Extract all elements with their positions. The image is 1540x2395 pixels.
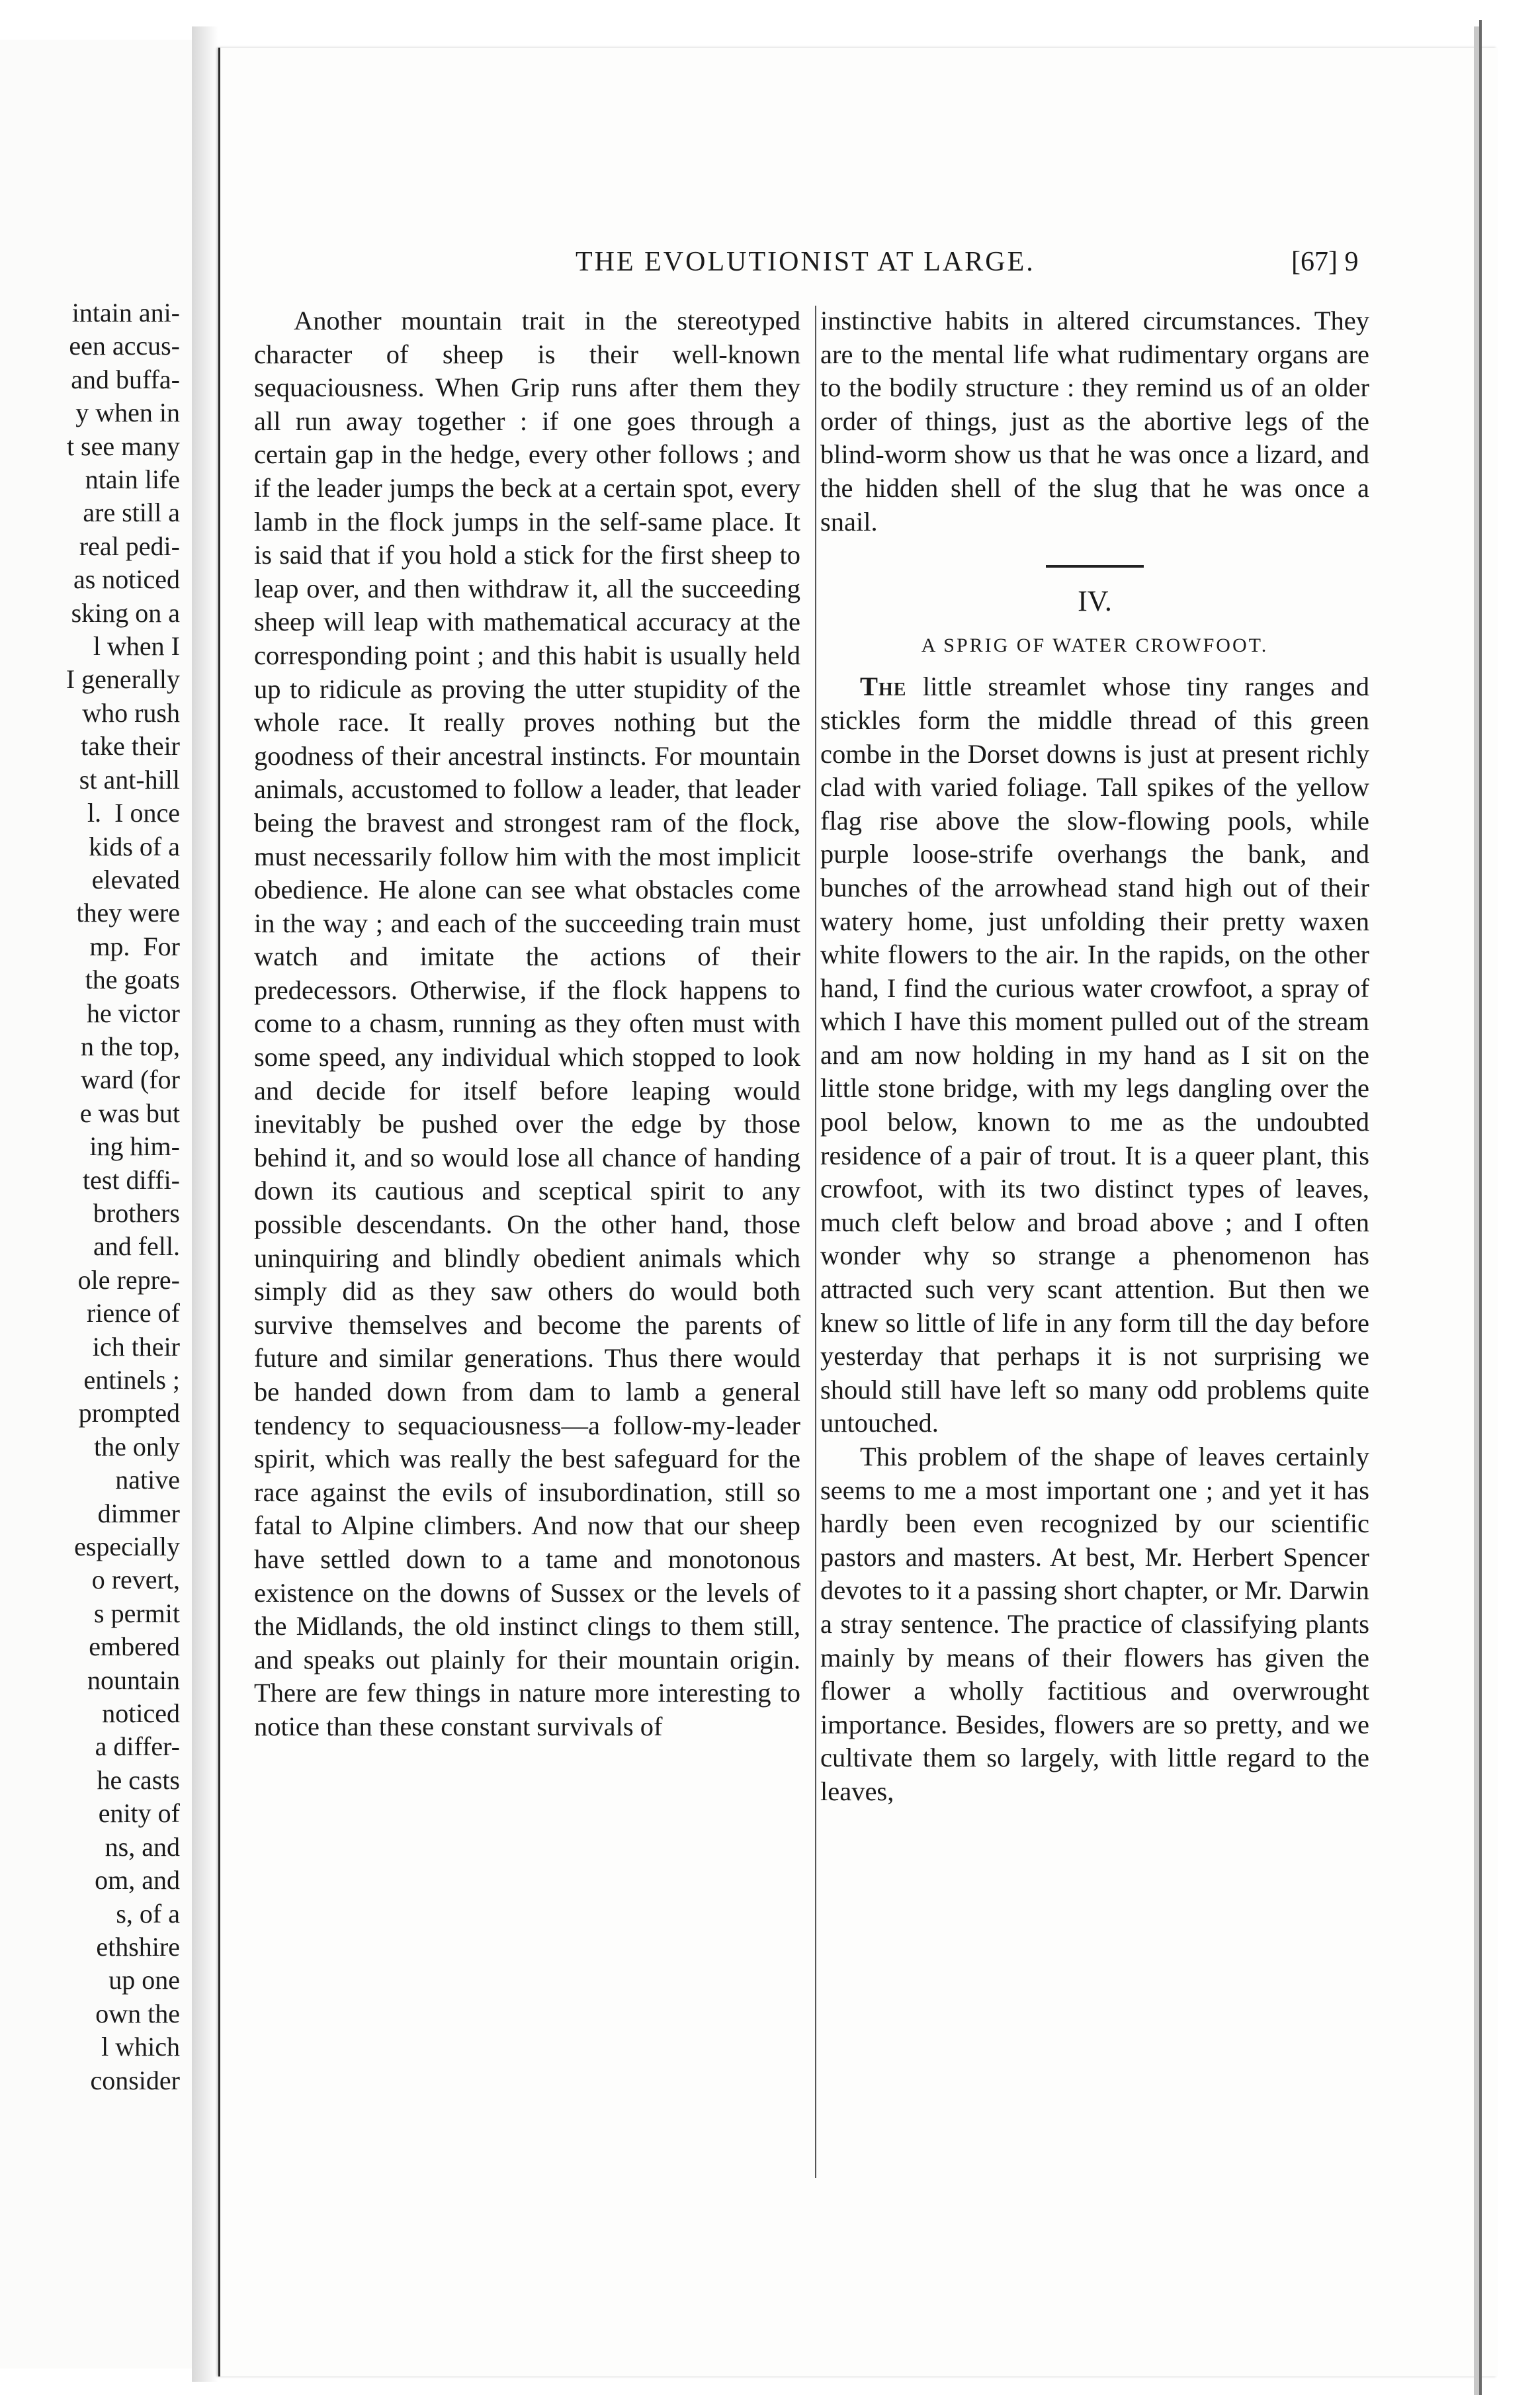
facing-page-line: n the top,: [81, 1031, 180, 1061]
facing-page-line: kids of a: [89, 831, 180, 861]
facing-page-line: o revert,: [91, 1565, 180, 1595]
facing-page-line: st ant-hill: [79, 764, 180, 795]
facing-page-line: noticed: [102, 1698, 180, 1729]
facing-page-line: rience of: [86, 1298, 180, 1328]
facing-page-line: entinels ;: [83, 1365, 180, 1395]
facing-page-line: a differ-: [95, 1731, 180, 1762]
running-header: THE EVOLUTIONIST AT LARGE.: [576, 247, 1035, 277]
body-paragraph: Another mountain trait in the stereotyped character of sheep is their well-known sequaciousness. When Grip runs after them they all run away together : if one goes through a certain gap in the hedge, every other follows ; and if the leader jumps the beck at a certain spot, every lamb in the flock jumps in the self-same place. It is said that if you hold a stick for the first sheep to leap over, and then withdraw it, all the succeeding sheep will leap with mathematical accuracy at the corresponding point ; and this habit is usually held up to ridicule as proving the utter stupidity of the whole race. It really proves nothing but the goodness of their ancestral instincts. For mountain animals, accustomed to follow a leader, that leader being the bravest and strongest ram of the flock, must necessarily follow him with the most implicit obedience. He alone can see what obstacles come in the way ; and each of the succeeding train must watch and imitate the actions of their predecessors. Otherwise, if the flock happens to come to a chasm, running as they often must with some speed, any individual which stopped to look and decide for itself before leaping would inevitably be pushed over the edge by those behind it, and so would lose all chance of handing down its cautious and sceptical spirit to any possible descendants. On the other hand, those uninquiring and blindly obedient animals which simply did as they saw others do would both survive themselves and become the parents of future and similar generations. Thus there would be handed down from dam to lamb a general tendency to sequaciousness—a follow-my-leader spirit, which was really the best safeguard for the race against the evils of insubordination, still so fatal to Alpine climbers. And now that our sheep have settled down to a tame and monotonous existence on the downs of Sussex or the levels of the Midlands, the old instinct clings to them still, and speaks out plainly for their mountain origin. There are few things in nature more interesting to notice than these constant survivals of: [254, 306, 800, 1741]
facing-page-line: y when in: [75, 398, 180, 428]
section-rule: [1046, 565, 1144, 568]
facing-page-line: the goats: [85, 965, 180, 995]
facing-page-line: who rush: [82, 697, 180, 728]
facing-page-line: ntain life: [85, 464, 180, 495]
facing-page-line: nountain: [87, 1665, 180, 1695]
facing-page-line: test diffi-: [82, 1164, 180, 1195]
left-text-column: [254, 304, 800, 1744]
facing-page-line: e was but: [79, 1098, 180, 1128]
facing-page-line: he casts: [97, 1764, 180, 1795]
facing-page-line: the only: [94, 1431, 180, 1461]
facing-page-line: he victor: [86, 998, 180, 1028]
facing-page-line: prompted: [78, 1398, 180, 1428]
facing-page-line: especially: [74, 1532, 180, 1562]
page-number: [67] 9: [1291, 247, 1359, 277]
column-divider: [815, 306, 816, 2178]
facing-page-line: s permit: [94, 1598, 180, 1628]
body-paragraph: [820, 670, 1369, 1440]
facing-page-line: own the: [95, 1998, 180, 2028]
facing-page-line: and fell.: [93, 1231, 180, 1262]
facing-page-line: l. I once: [87, 798, 180, 828]
facing-page-line: native: [115, 1465, 180, 1495]
facing-page-line: t see many: [66, 431, 180, 461]
facing-page-line: ward (for: [81, 1065, 180, 1095]
facing-page-line: s, of a: [116, 1898, 180, 1929]
facing-page-line: embered: [89, 1632, 180, 1662]
facing-page-line: dimmer: [97, 1498, 180, 1528]
facing-page-line: ich their: [92, 1331, 180, 1362]
facing-page-text: [66, 296, 180, 2097]
lead-word: The: [860, 672, 907, 702]
facing-page-fragment: [0, 40, 192, 2369]
facing-page-line: ns, and: [105, 1831, 180, 1862]
facing-page-line: are still a: [83, 498, 180, 528]
facing-page-line: l which: [101, 2032, 180, 2062]
facing-page-line: real pedi-: [79, 531, 180, 561]
facing-page-line: ole repre-: [77, 1264, 180, 1295]
right-text-column: [820, 304, 1369, 1809]
facing-page-line: as noticed: [73, 564, 180, 595]
facing-page-line: l when I: [93, 631, 180, 662]
facing-page-line: take their: [81, 731, 180, 762]
facing-page-line: they were: [76, 898, 180, 928]
page-edge: [1474, 26, 1479, 2395]
facing-page-line: ethshire: [96, 1931, 180, 1962]
facing-page-line: een accus-: [69, 331, 180, 361]
facing-page-line: brothers: [93, 1198, 180, 1228]
facing-page-line: I generally: [65, 664, 180, 695]
paragraph-text: little streamlet whose tiny ranges and stickles form the middle thread of this green combe in the Dorset downs is just at present richly clad with varied foliage. Tall spikes of the yellow flag rise above the slow-flowing pools, while purple loose-strife overhangs the bank, and bunches of the arrowhead stand high out of their watery home, just unfolding their pretty waxen white flowers to the air. In the rapids, on the other hand, I find the curious water crowfoot, a spray of which I have this moment pulled out of the stream and am now holding in my hand as I sit on the little stone bridge, with my legs dangling over the pool below, known to me as the undoubted residence of a pair of trout. It is a queer plant, this crowfoot, with its two distinct types of leaves, much cleft below and broad above ; and I often wonder why so strange a phenomenon has attracted such very scant attention. But then we knew so little of life in any form till the day before yesterday that perhaps it is not surprising we should still have left so many odd problems quite untouched.: [820, 672, 1369, 1438]
facing-page-line: sking on a: [71, 597, 180, 628]
facing-page-line: up one: [108, 1965, 180, 1995]
facing-page-line: intain ani-: [71, 298, 180, 327]
facing-page-line: mp. For: [89, 931, 180, 961]
continued-paragraph: instinctive habits in altered circumstances. They are to the mental life what rudimentary organs are to the bodily structure : they remind us of an older order of things, just as the abortive legs of the blind-worm show us that he was once a lizard, and the hidden shell of the slug that he was once a snail.: [820, 306, 1369, 537]
section-number: IV.: [1078, 585, 1112, 618]
page-edge-shadow: [1479, 20, 1482, 2395]
facing-page-line: elevated: [91, 864, 180, 894]
facing-page-line: ing him-: [89, 1131, 180, 1162]
section-title: A SPRIG OF WATER CROWFOOT.: [921, 634, 1269, 656]
facing-page-line: enity of: [98, 1798, 180, 1829]
book-gutter: [192, 26, 218, 2382]
body-paragraph: This problem of the shape of leaves certainly seems to me a most important one ; and yet it has hardly been even recognized by our scientific pastors and masters. At best, Mr. Herbert Spencer devotes to it a passing short chapter, or Mr. Darwin a stray sentence. The practice of classifying plants mainly by means of their flowers has given the flower a wholly factitious and overwrought importance. Besides, flowers are so pretty, and we cultivate them so largely, with little regard to the leaves,: [820, 1442, 1369, 1806]
facing-page-line: and buffa-: [71, 364, 180, 394]
facing-page-line: om, and: [95, 1865, 180, 1895]
facing-page-line: consider: [90, 2065, 180, 2095]
